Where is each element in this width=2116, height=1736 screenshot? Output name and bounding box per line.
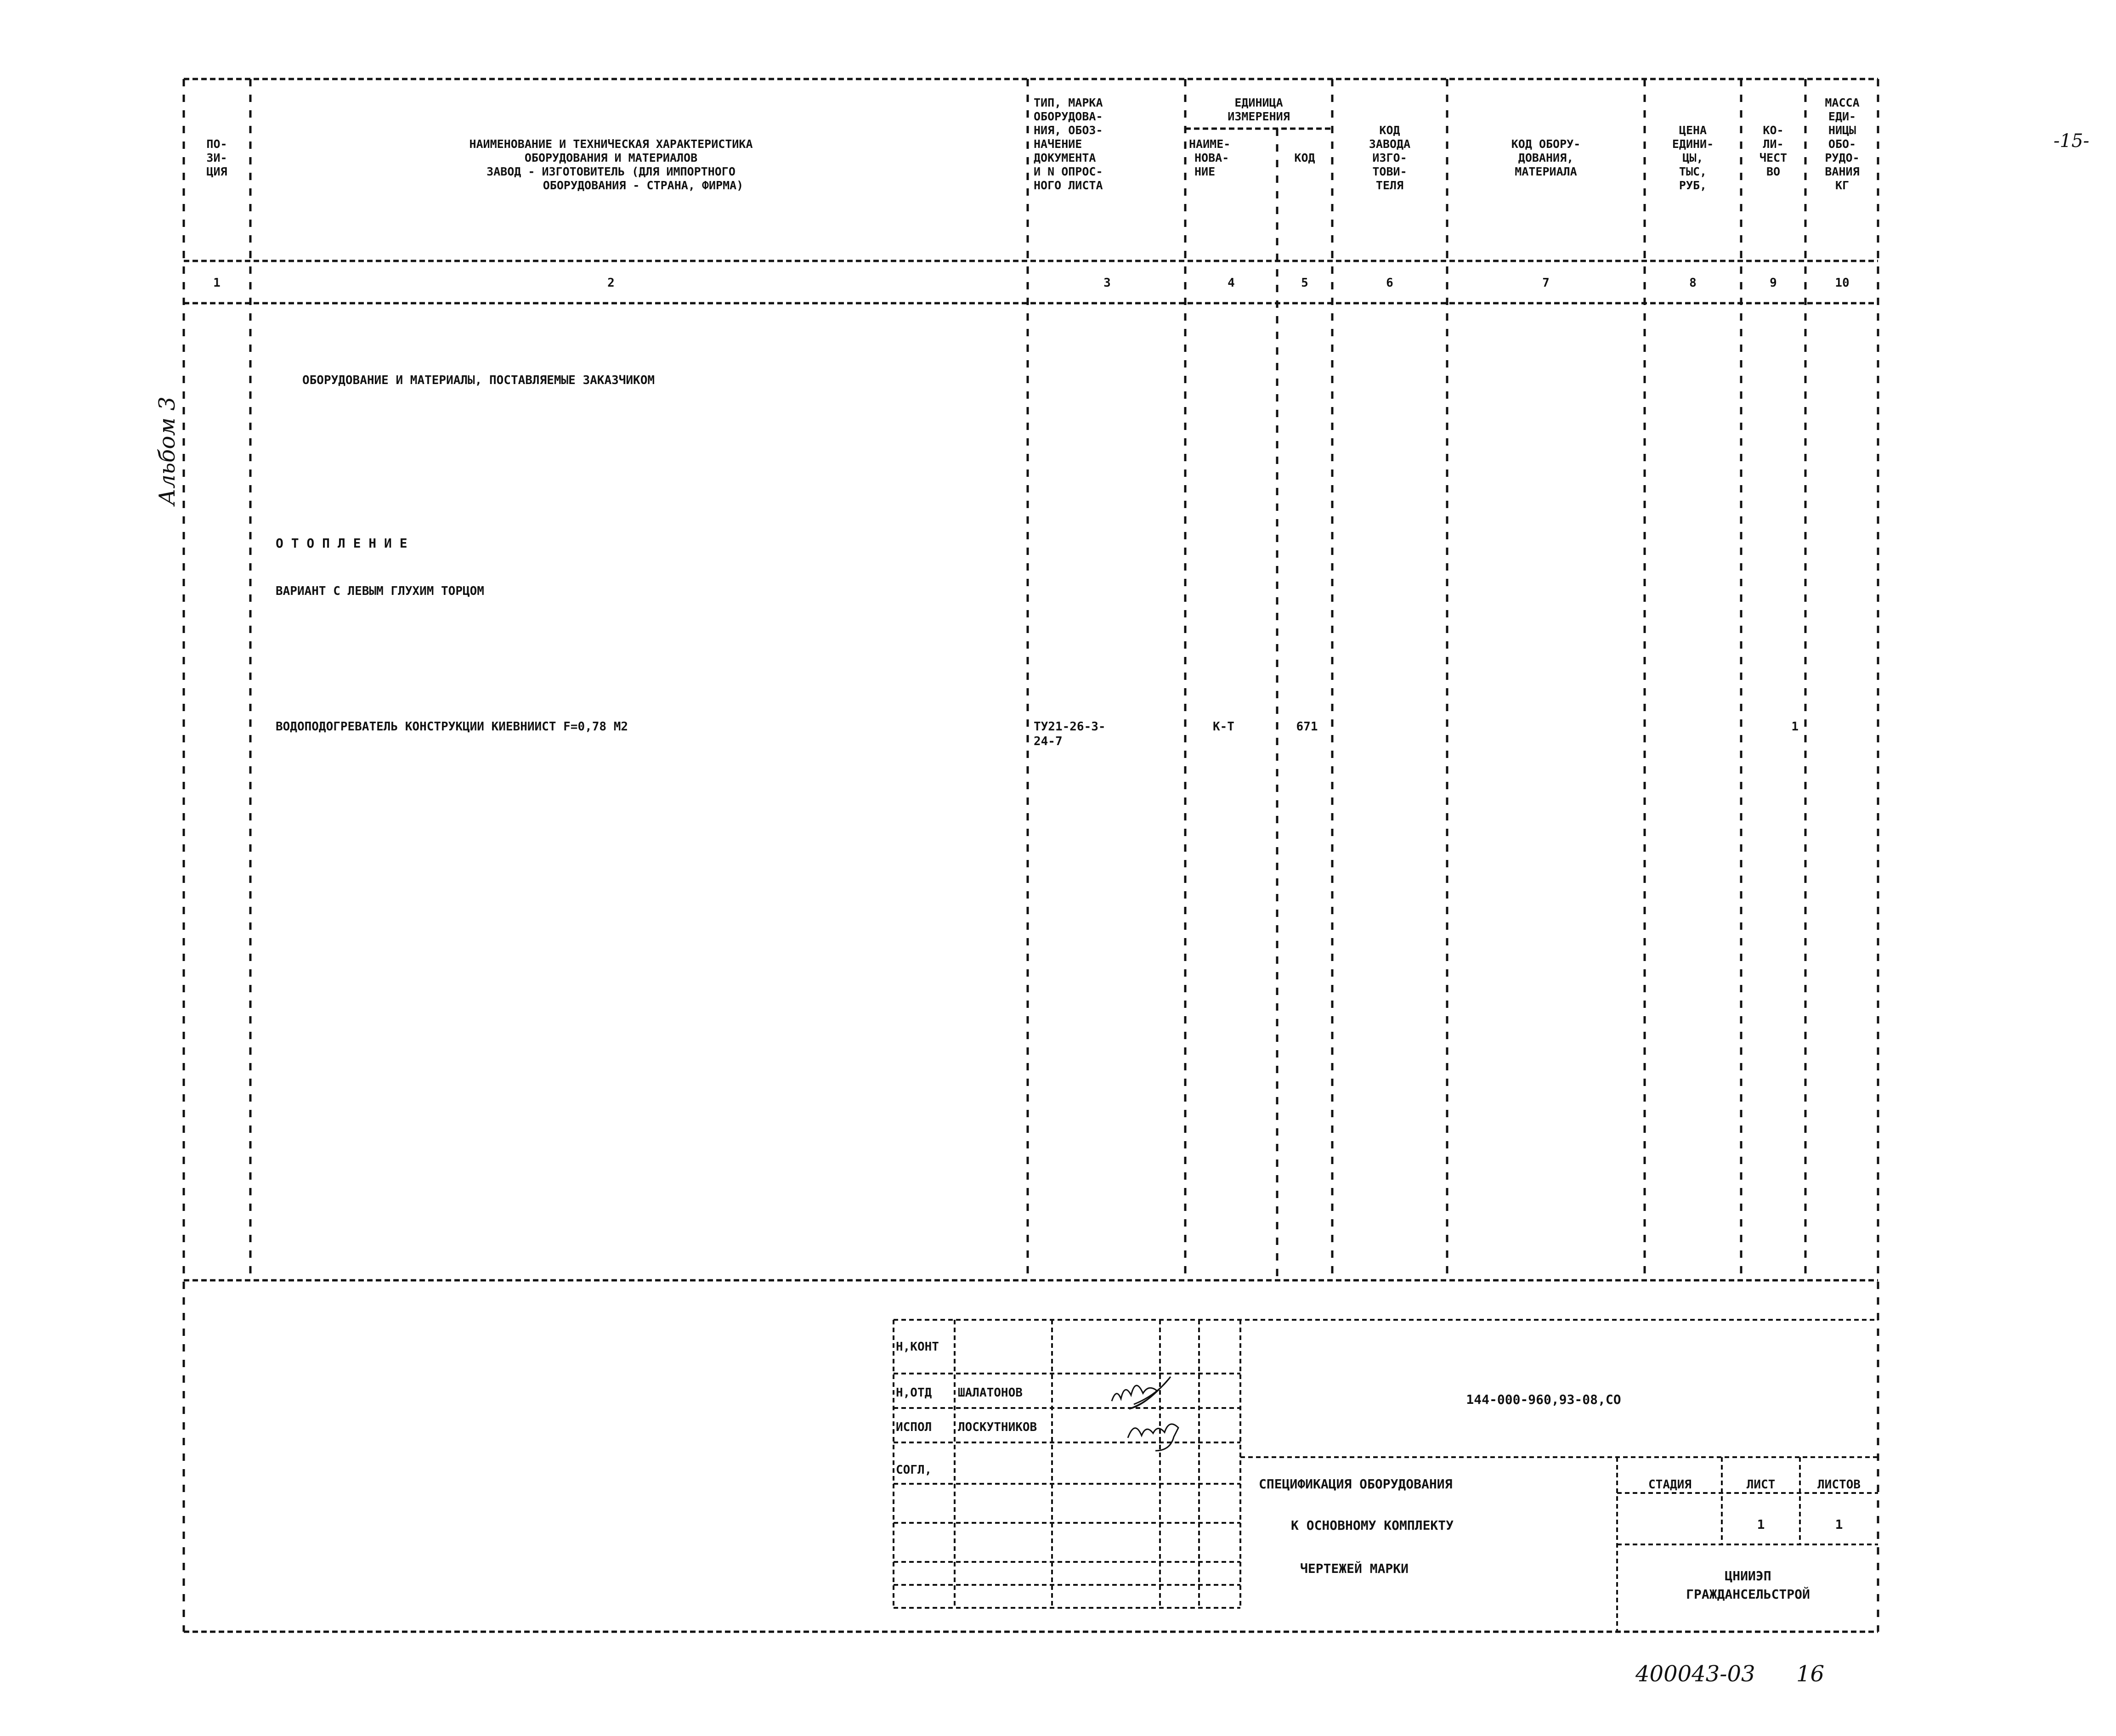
svg-text:НАЧЕНИЕ: НАЧЕНИЕ — [1034, 137, 1082, 151]
footer-sheet: 16 — [1796, 1661, 1825, 1687]
svg-text:ДОКУМЕНТА: ДОКУМЕНТА — [1034, 151, 1096, 164]
svg-text:КГ: КГ — [1835, 179, 1850, 192]
svg-text:ОБОРУДОВАНИЯ - СТРАНА, ФИРМА): ОБОРУДОВАНИЯ - СТРАНА, ФИРМА) — [543, 179, 744, 192]
signature-1 — [1112, 1377, 1171, 1409]
header-col-3 — [1034, 96, 1103, 192]
signature-2 — [1128, 1424, 1178, 1451]
table-body — [276, 373, 1799, 748]
svg-text:10: 10 — [1835, 276, 1850, 290]
svg-text:КО-: КО- — [1763, 124, 1784, 137]
stamp-name-ispol: ЛОСКУТНИКОВ — [958, 1420, 1037, 1434]
org-line-1: ЦНИИЭП — [1725, 1568, 1771, 1583]
stamp-role-ispol: ИСПОЛ — [896, 1420, 932, 1434]
supplied-by-customer-title: ОБОРУДОВАНИЕ И МАТЕРИАЛЫ, ПОСТАВЛЯЕМЫЕ ЗАКАЗЧИКОМ — [302, 373, 655, 387]
svg-text:ЕДИ-: ЕДИ- — [1828, 110, 1856, 123]
svg-text:ТЕЛЯ: ТЕЛЯ — [1375, 179, 1404, 192]
svg-text:2: 2 — [607, 276, 615, 290]
svg-text:ТЫС,: ТЫС, — [1679, 165, 1707, 178]
svg-text:ОБО-: ОБО- — [1828, 137, 1856, 151]
outer-frame — [184, 79, 1878, 1632]
table-rules — [184, 129, 1878, 1280]
svg-text:3: 3 — [1103, 276, 1111, 290]
svg-text:НОВА-: НОВА- — [1194, 151, 1229, 164]
svg-text:9: 9 — [1770, 276, 1777, 290]
header-col-7 — [1511, 137, 1581, 178]
svg-text:ВО: ВО — [1766, 165, 1781, 178]
stamp-title-line-2: К ОСНОВНОМУ КОМПЛЕКТУ — [1291, 1518, 1454, 1533]
org-line-2: ГРАЖДАНСЕЛЬСТРОЙ — [1686, 1587, 1810, 1602]
svg-text:И N ОПРОС-: И N ОПРОС- — [1034, 165, 1103, 178]
svg-text:НАИМЕ-: НАИМЕ- — [1189, 137, 1231, 151]
stamp-role-sogl: СОГЛ, — [896, 1463, 932, 1477]
item-name: ВОДОПОДОГРЕВАТЕЛЬ КОНСТРУКЦИИ КИЕВНИИСТ F=0,78 М2 — [276, 720, 628, 734]
svg-text:КОД ОБОРУ-: КОД ОБОРУ- — [1511, 137, 1581, 151]
header-col-1 — [206, 137, 227, 178]
header-col-5 — [1294, 151, 1315, 164]
item-quantity: 1 — [1791, 720, 1799, 734]
svg-text:ИЗМЕРЕНИЯ: ИЗМЕРЕНИЯ — [1228, 110, 1290, 123]
svg-text:РУБ,: РУБ, — [1679, 179, 1707, 192]
doc-code: 144-000-960,93-08,СО — [1466, 1392, 1621, 1407]
page-number: -15- — [2054, 130, 2089, 152]
svg-text:7: 7 — [1542, 276, 1550, 290]
stamp-title-line-3: ЧЕРТЕЖЕЙ МАРКИ — [1300, 1561, 1409, 1576]
svg-text:ЦЫ,: ЦЫ, — [1682, 151, 1703, 164]
column-number-row — [213, 276, 1849, 290]
svg-text:КОД: КОД — [1294, 151, 1315, 164]
svg-text:ЧЕСТ: ЧЕСТ — [1759, 151, 1788, 164]
stamp-role-n-otd: Н,ОТД — [896, 1386, 932, 1400]
svg-text:6: 6 — [1386, 276, 1393, 290]
column-separators — [250, 79, 1805, 1280]
svg-text:ВАНИЯ: ВАНИЯ — [1825, 165, 1860, 178]
svg-text:ТИП, МАРКА: ТИП, МАРКА — [1034, 96, 1103, 109]
svg-text:ОБОРУДОВА-: ОБОРУДОВА- — [1034, 110, 1103, 123]
svg-text:ДОВАНИЯ,: ДОВАНИЯ, — [1518, 151, 1574, 164]
svg-text:ЗИ-: ЗИ- — [206, 151, 227, 164]
header-col-2 — [469, 137, 752, 192]
svg-text:ПО-: ПО- — [206, 137, 227, 151]
item-unit-code: 671 — [1296, 720, 1318, 734]
header-col-6 — [1369, 124, 1410, 192]
svg-text:НОГО ЛИСТА: НОГО ЛИСТА — [1034, 179, 1103, 192]
stamp-name-n-otd: ШАЛАТОНОВ — [958, 1386, 1023, 1400]
header-col-9 — [1760, 124, 1787, 178]
item-unit: К-Т — [1213, 720, 1234, 734]
stamp-role-n-kont: Н,КОНТ — [896, 1340, 939, 1354]
item-doc-line-2: 24-7 — [1034, 735, 1063, 748]
svg-text:ЕДИНИЦА: ЕДИНИЦА — [1234, 96, 1283, 109]
footer-code: 400043-03 — [1635, 1661, 1755, 1687]
header-col-4 — [1189, 137, 1230, 178]
svg-text:ЦЕНА: ЦЕНА — [1679, 124, 1707, 137]
svg-text:КОД: КОД — [1379, 124, 1400, 137]
header-col-10 — [1825, 96, 1859, 192]
header-col-8 — [1672, 124, 1714, 192]
svg-text:ЕДИНИ-: ЕДИНИ- — [1672, 137, 1714, 151]
stamp-head-sheets: ЛИСТОВ — [1817, 1478, 1861, 1492]
svg-text:ЦИЯ: ЦИЯ — [206, 165, 227, 178]
svg-text:ИЗГО-: ИЗГО- — [1372, 151, 1407, 164]
stamp-title-block — [1259, 1392, 1861, 1602]
svg-text:НИЦЫ: НИЦЫ — [1828, 124, 1856, 137]
svg-text:4: 4 — [1228, 276, 1235, 290]
svg-text:МАССА: МАССА — [1825, 96, 1860, 109]
svg-text:ЗАВОД - ИЗГОТОВИТЕЛЬ (ДЛЯ ИМПО: ЗАВОД - ИЗГОТОВИТЕЛЬ (ДЛЯ ИМПОРТНОГО — [487, 165, 736, 178]
svg-text:ТОВИ-: ТОВИ- — [1372, 165, 1407, 178]
stamp-title-line-1: СПЕЦИФИКАЦИЯ ОБОРУДОВАНИЯ — [1259, 1476, 1453, 1492]
svg-text:НАИМЕНОВАНИЕ И ТЕХНИЧЕСКАЯ ХАР: НАИМЕНОВАНИЕ И ТЕХНИЧЕСКАЯ ХАРАКТЕРИСТИКА — [469, 137, 753, 151]
item-doc-line-1: ТУ21-26-3- — [1034, 720, 1106, 734]
svg-text:НИЯ, ОБОЗ-: НИЯ, ОБОЗ- — [1034, 124, 1103, 137]
svg-text:1: 1 — [213, 276, 221, 290]
svg-text:РУДО-: РУДО- — [1825, 151, 1860, 164]
album-label: Альбом 3 — [154, 396, 180, 505]
svg-text:8: 8 — [1689, 276, 1697, 290]
stamp-sheet-value: 1 — [1757, 1517, 1765, 1532]
stamp-sheets-value: 1 — [1835, 1517, 1843, 1532]
svg-text:5: 5 — [1301, 276, 1308, 290]
variant-line: ВАРИАНТ С ЛЕВЫМ ГЛУХИМ ТОРЦОМ — [276, 584, 484, 598]
svg-text:МАТЕРИАЛА: МАТЕРИАЛА — [1515, 165, 1577, 178]
header-unit-group — [1228, 96, 1290, 123]
svg-text:НИЕ: НИЕ — [1194, 165, 1216, 178]
stamp-head-stage: СТАДИЯ — [1648, 1478, 1692, 1492]
stamp-head-sheet: ЛИСТ — [1746, 1478, 1776, 1492]
svg-text:ЗАВОДА: ЗАВОДА — [1369, 137, 1411, 151]
svg-text:ЛИ-: ЛИ- — [1763, 137, 1784, 151]
svg-text:ОБОРУДОВАНИЯ И МАТЕРИАЛОВ: ОБОРУДОВАНИЯ И МАТЕРИАЛОВ — [524, 151, 698, 164]
section-title: О Т О П Л Е Н И Е — [276, 536, 407, 551]
stamp-grid — [894, 1320, 1878, 1632]
